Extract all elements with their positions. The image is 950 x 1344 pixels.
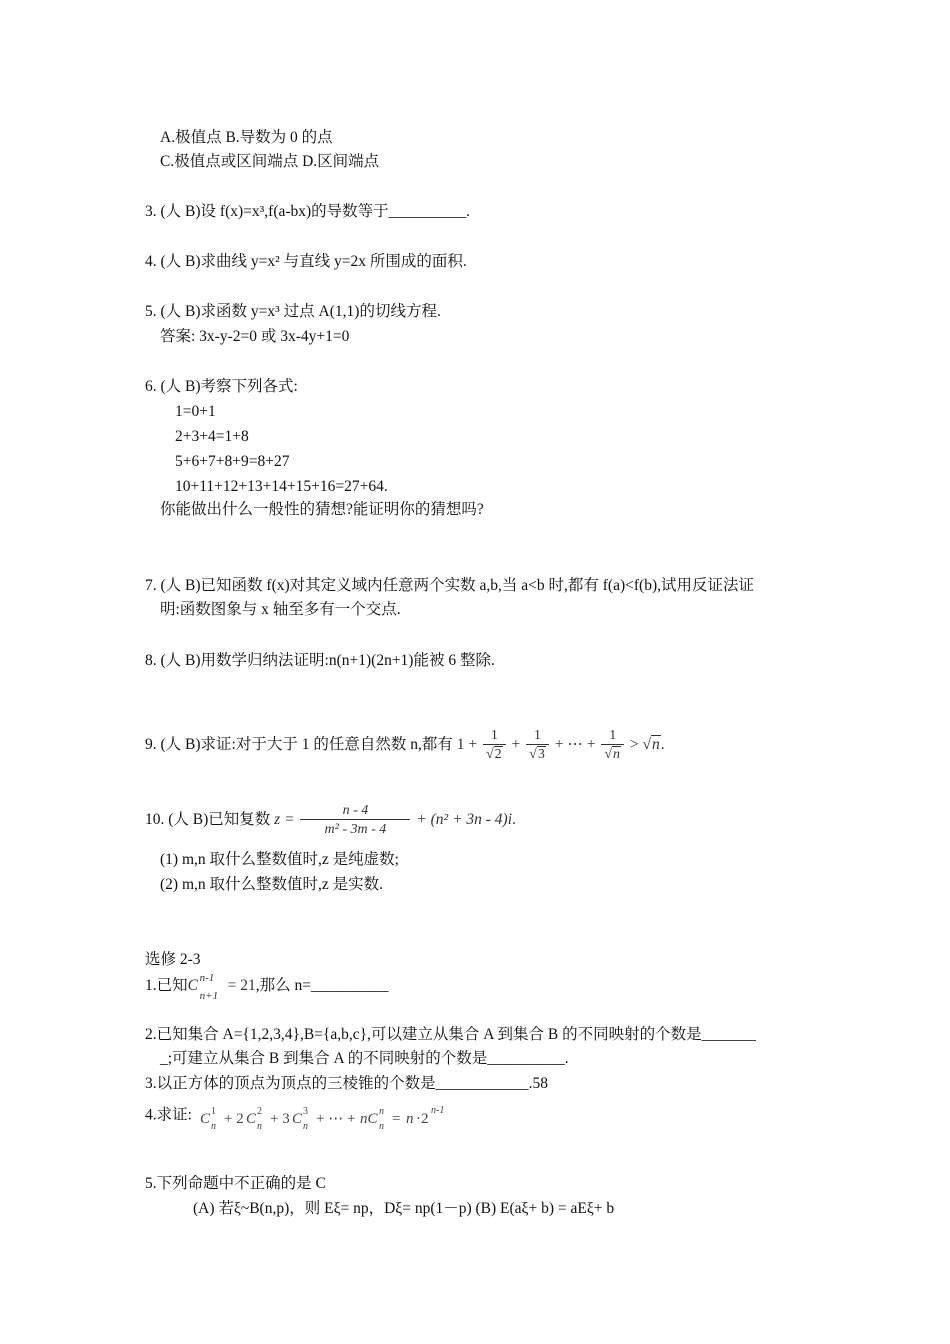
question-6-eq2: 2+3+4=1+8 bbox=[175, 428, 249, 445]
svg-text:+ ⋯ +: + ⋯ + bbox=[315, 1111, 356, 1127]
question-7-line1: 7. (人 B)已知函数 f(x)对其定义域内任意两个实数 a,b,当 a<b 时,都有 f(a)<f(b),试用反证法证 bbox=[145, 577, 754, 594]
question-3: 3. (人 B)设 f(x)=x³,f(a-bx)的导数等于__________. bbox=[145, 203, 471, 220]
question-8: 8. (人 B)用数学归纳法证明:n(n+1)(2n+1)能被 6 整除. bbox=[145, 652, 495, 669]
question-6-eq1: 1=0+1 bbox=[175, 403, 216, 420]
question-9 bbox=[145, 725, 665, 765]
svg-text:3: 3 bbox=[302, 1106, 308, 1117]
svg-text:+ 3: + 3 bbox=[269, 1111, 290, 1127]
question-10-text: 10. (人 B)已知复数 bbox=[145, 811, 271, 828]
svg-text:1: 1 bbox=[210, 1106, 216, 1117]
item-5-options: (A) 若ξ~B(n,p)，则 Eξ= np，Dξ= np(1－p) (B) E(aξ+ b) = aEξ+ b bbox=[193, 1200, 615, 1217]
question-10-part1: (1) m,n 取什么整数值时,z 是纯虚数; bbox=[160, 851, 399, 868]
section-title: 选修 2-3 bbox=[145, 951, 201, 968]
question-9-text: 9. (人 B)求证:对于大于 1 的任意自然数 n,都有 bbox=[145, 736, 453, 753]
question-6-eq3: 5+6+7+8+9=8+27 bbox=[175, 453, 290, 470]
svg-text:C: C bbox=[245, 1111, 256, 1127]
svg-text:+ 2: + 2 bbox=[223, 1111, 244, 1127]
svg-text:C: C bbox=[291, 1111, 302, 1127]
question-9-formula: 1 + $\frac{1}{√2}$ + $\frac{1}{√3}$ + ⋯ + $\frac{1}{√n}$ > √n. bbox=[456, 727, 665, 762]
svg-text:n: n bbox=[378, 1106, 384, 1117]
question-4: 4. (人 B)求曲线 y=x² 与直线 y=2x 所围成的面积. bbox=[145, 253, 467, 270]
svg-text:·2: ·2 bbox=[415, 1111, 429, 1127]
item-4: 4.求证: C 1 n + 2 C 2 n + 3 C 3 n + ⋯ + nC n n = n ·2 n-1 bbox=[145, 1101, 456, 1131]
question-6: 6. (人 B)考察下列各式: bbox=[145, 378, 298, 395]
svg-text:nC: nC bbox=[359, 1111, 378, 1127]
svg-text:n: n bbox=[302, 1121, 308, 1131]
svg-text:=: = bbox=[391, 1111, 401, 1127]
combination-symbol: C n-1 n+1 bbox=[187, 972, 219, 1002]
question-10-formula: z = $\frac{n - 4}{\text{m² - 3m - 4}}$ + (n² + 3n - 4)i. bbox=[274, 802, 516, 837]
svg-text:n: n bbox=[210, 1121, 216, 1131]
item-1: 1.已知C n-1 n+1 = 21,那么 n=__________ bbox=[145, 972, 389, 1002]
svg-text:C: C bbox=[199, 1111, 210, 1127]
question-6-prompt: 你能做出什么一般性的猜想?能证明你的猜想吗? bbox=[160, 501, 484, 518]
question-7-line2: 明:函数图象与 x 轴至多有一个交点. bbox=[160, 601, 401, 618]
question-10-part2: (2) m,n 取什么整数值时,z 是实数. bbox=[160, 876, 384, 893]
option-line-cd: C.极值点或区间端点 D.区间端点 bbox=[160, 153, 380, 170]
question-10 bbox=[145, 798, 516, 842]
question-5: 5. (人 B)求函数 y=x³ 过点 A(1,1)的切线方程. bbox=[145, 303, 441, 320]
svg-text:2: 2 bbox=[256, 1106, 262, 1117]
question-5-answer: 答案: 3x-y-2=0 或 3x-4y+1=0 bbox=[160, 328, 350, 345]
identity-formula bbox=[196, 1101, 456, 1131]
item-2-line1: 2.已知集合 A={1,2,3,4},B={a,b,c},可以建立从集合 A 到集合 B 的不同映射的个数是_______ bbox=[145, 1026, 756, 1043]
question-6-eq4: 10+11+12+13+14+15+16=27+64. bbox=[175, 478, 388, 495]
svg-text:n: n bbox=[405, 1111, 414, 1127]
svg-text:n: n bbox=[378, 1121, 384, 1131]
item-5: 5.下列命题中不正确的是 C bbox=[145, 1175, 326, 1192]
item-3: 3.以正方体的顶点为顶点的三棱锥的个数是____________.58 bbox=[145, 1075, 549, 1092]
svg-text:n-1: n-1 bbox=[430, 1105, 445, 1116]
item-2-line2: _;可建立从集合 B 到集合 A 的不同映射的个数是__________. bbox=[160, 1050, 569, 1067]
option-line-ab: A.极值点 B.导数为 0 的点 bbox=[160, 129, 333, 146]
svg-text:n: n bbox=[256, 1121, 262, 1131]
